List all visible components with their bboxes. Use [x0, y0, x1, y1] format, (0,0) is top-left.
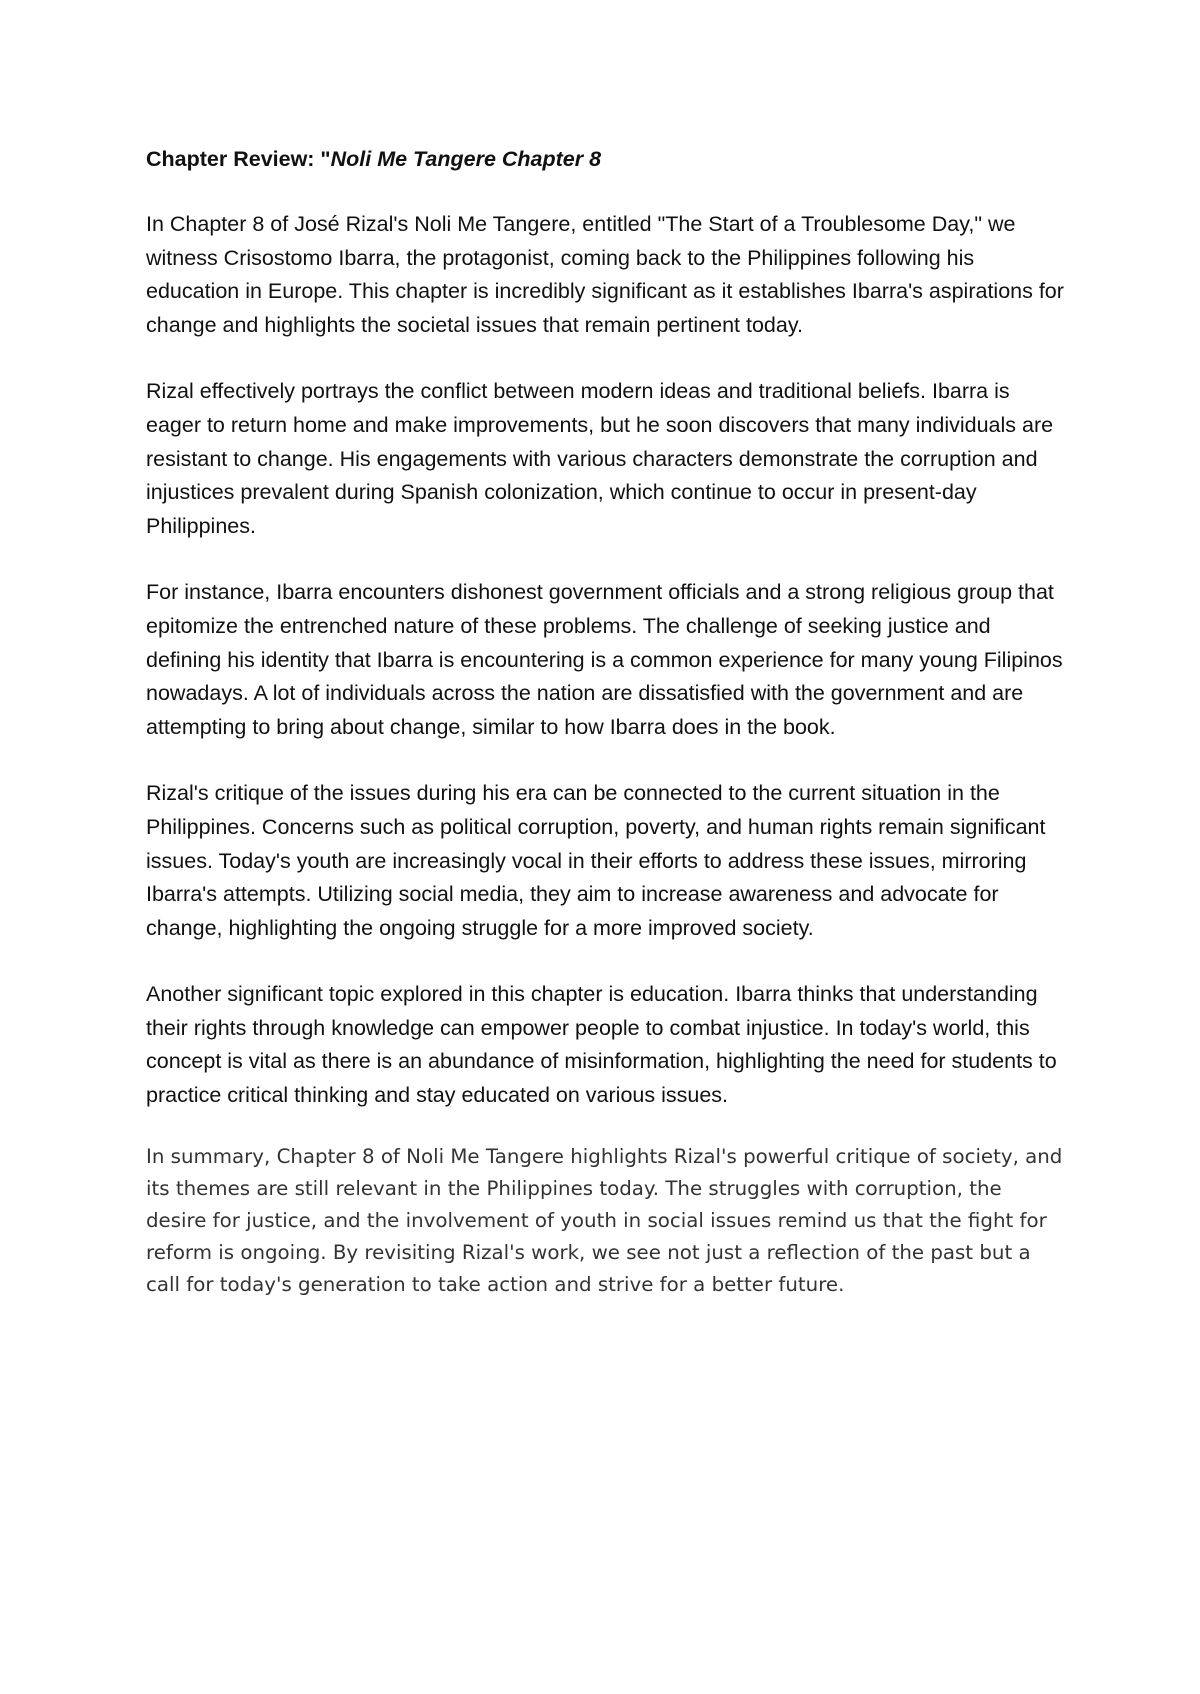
paragraph-intro: In Chapter 8 of José Rizal's Noli Me Tangere, entitled "The Start of a Troublesome Day," we witness Crisostomo Ibarra, the protagonist, coming back to the Philippines following his education in Europe. This chapter is incredibly significant as it establishes Ibarra's aspirations for change and highlights the societal issues that remain pertinent today.: [146, 212, 1064, 337]
paragraph-conflict: Rizal effectively portrays the conflict between modern ideas and traditional beliefs. Ibarra is eager to return home and make improvements, but he soon discovers that many individuals are resistant to change. His engagements with various characters demonstrate the corruption and injustices prevalent during Spanish colonization, which continue to occur in present-day Philippines.: [146, 379, 1054, 538]
paragraph-critique: Rizal's critique of the issues during his era can be connected to the current situation in the Philippines. Concerns such as political corruption, poverty, and human rights remain significant issues. Today's youth are increasingly vocal in their efforts to address these issues, mirroring Ibarra's attempts. Utilizing social media, they aim to increase awareness and advocate for change, highlighting the ongoing struggle for a more improved society.: [146, 781, 1046, 940]
document-body: [146, 142, 1066, 1335]
title-italic: Noli Me Tangere Chapter 8: [330, 147, 602, 171]
paragraph-instance: For instance, Ibarra encounters dishonest government officials and a strong religious group that epitomize the entrenched nature of these problems. The challenge of seeking justice and defining his identity that Ibarra is encountering is a common experience for many young Filipinos nowadays. A lot of individuals across the nation are dissatisfied with the government and are attempting to bring about change, similar to how Ibarra does in the book.: [146, 580, 1063, 739]
paragraph-summary: In summary, Chapter 8 of Noli Me Tangere highlights Rizal's powerful critique of society, and its themes are still relevant in the Philippines today. The struggles with corruption, the desire for justice, and the involvement of youth in social issues remind us that the fight for reform is ongoing. By revisiting Rizal's work, we see not just a reflection of the past but a call for today's generation to take action and strive for a better future.: [146, 1144, 1063, 1297]
document-title: [146, 142, 1066, 176]
title-prefix: Chapter Review: ": [146, 147, 331, 171]
paragraph-education: Another significant topic explored in this chapter is education. Ibarra thinks that understanding their rights through knowledge can empower people to combat injustice. In today's world, this concept is vital as there is an abundance of misinformation, highlighting the need for students to practice critical thinking and stay educated on various issues.: [146, 982, 1057, 1108]
